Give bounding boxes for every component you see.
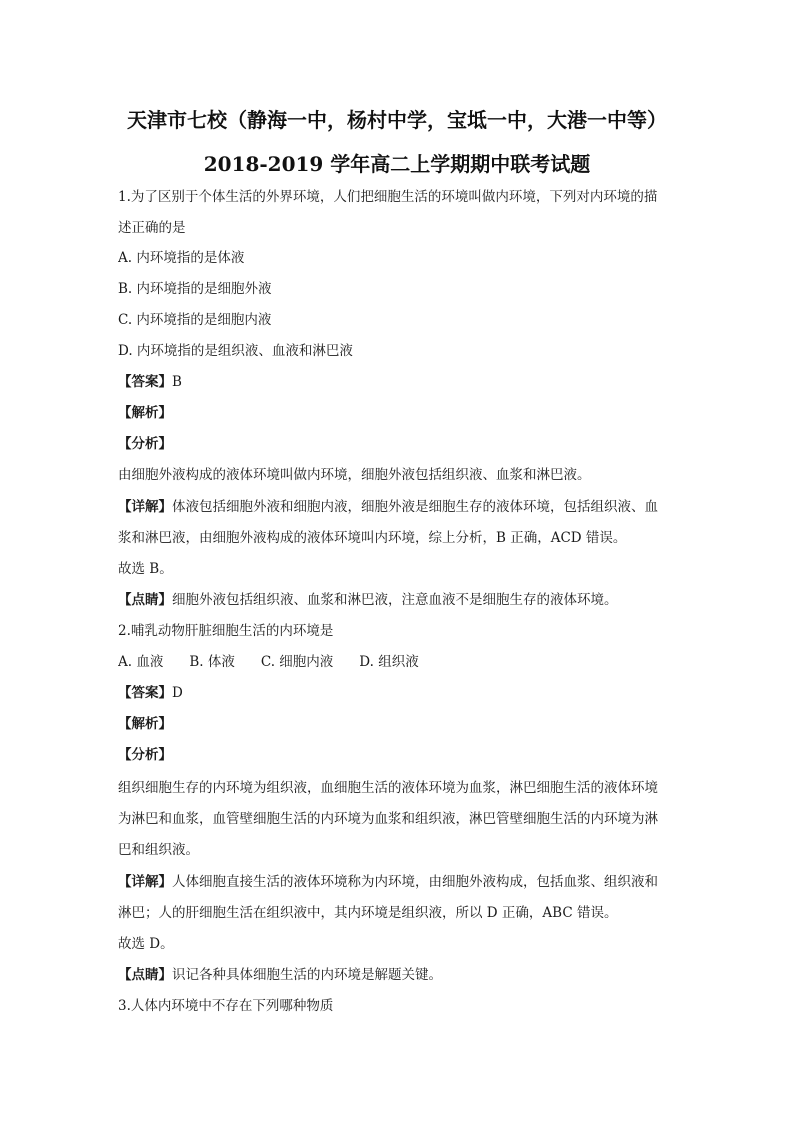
q1-choose: 故选 B。 xyxy=(118,561,173,577)
q2-choose: 故选 D。 xyxy=(118,936,174,952)
exam-title-line2: 2018-2019 学年高二上学期期中联考试题 xyxy=(203,152,591,176)
q1-answer-label: 【答案】 xyxy=(118,374,172,390)
q2-stem: 2.哺乳动物肝脏细胞生活的内环境是 xyxy=(118,623,334,639)
q1-stem-line2: 述正确的是 xyxy=(118,220,186,236)
q1-detail-label: 【详解】 xyxy=(118,499,172,515)
q1-point-label: 【点睛】 xyxy=(118,592,172,608)
q2-detail-label: 【详解】 xyxy=(118,874,172,890)
q2-option-b: B. 体液 xyxy=(189,654,235,670)
q2-option-c: C. 细胞内液 xyxy=(260,654,334,670)
q2-answer-label: 【答案】 xyxy=(118,685,172,701)
q1-answer-value: B xyxy=(172,374,182,390)
q1-point-text: 细胞外液包括组织液、血浆和淋巴液，注意血液不是细胞生存的液体环境。 xyxy=(172,592,618,608)
q1-option-a: A. 内环境指的是体液 xyxy=(118,250,245,266)
q2-fenxi-label: 【分析】 xyxy=(118,747,172,763)
q1-option-c: C. 内环境指的是细胞内液 xyxy=(118,312,272,328)
q2-fenxi-line2: 为淋巴和血浆，血管壁细胞生活的内环境为血浆和组织液，淋巴管壁细胞生活的内环境为淋 xyxy=(118,811,658,827)
q1-detail-line2: 浆和淋巴液，由细胞外液构成的液体环境叫内环境，综上分析，B 正确，ACD 错误。 xyxy=(118,530,627,546)
q2-point-text: 识记各种具体细胞生活的内环境是解题关键。 xyxy=(172,967,442,983)
q2-detail-line1 xyxy=(118,873,688,891)
q2-fenxi-line1: 组织细胞生存的内环境为组织液，血细胞生活的液体环境为血浆，淋巴细胞生活的液体环境 xyxy=(118,780,658,796)
q1-option-b: B. 内环境指的是细胞外液 xyxy=(118,281,272,297)
q2-analysis-label: 【解析】 xyxy=(118,716,172,732)
q1-detail-text1: 体液包括细胞外液和细胞内液，细胞外液是细胞生存的液体环境，包括组织液、血 xyxy=(172,499,658,515)
q3-stem: 3.人体内环境中不存在下列哪种物质 xyxy=(118,998,334,1014)
q1-option-d: D. 内环境指的是组织液、血液和淋巴液 xyxy=(118,343,353,359)
q1-analysis-label: 【解析】 xyxy=(118,405,172,421)
q2-point-label: 【点睛】 xyxy=(118,967,172,983)
q1-fenxi-text: 由细胞外液构成的液体环境叫做内环境，细胞外液包括组织液、血浆和淋巴液。 xyxy=(118,467,591,483)
q2-answer-value: D xyxy=(172,685,183,701)
q2-detail-text1: 人体细胞直接生活的液体环境称为内环境，由细胞外液构成，包括血浆、组织液和 xyxy=(172,874,658,890)
q1-answer xyxy=(118,373,688,391)
q2-options xyxy=(118,653,688,671)
q1-point xyxy=(118,591,688,609)
q1-detail-line1 xyxy=(118,498,688,516)
q2-point xyxy=(118,966,688,984)
exam-title-line1: 天津市七校（静海一中，杨村中学，宝坻一中，大港一中等） xyxy=(127,108,667,132)
q1-stem-line1: 1.为了区别于个体生活的外界环境，人们把细胞生活的环境叫做内环境，下列对内环境的描 xyxy=(118,189,658,205)
q2-fenxi-line3: 巴和组织液。 xyxy=(118,842,199,858)
q1-fenxi-label: 【分析】 xyxy=(118,436,172,452)
q2-answer xyxy=(118,684,688,702)
q2-detail-line2: 淋巴；人的肝细胞生活在组织液中，其内环境是组织液，所以 D 正确，ABC 错误。 xyxy=(118,905,618,921)
q2-option-a: A. 血液 xyxy=(118,654,164,670)
q2-option-d: D. 组织液 xyxy=(359,654,419,670)
